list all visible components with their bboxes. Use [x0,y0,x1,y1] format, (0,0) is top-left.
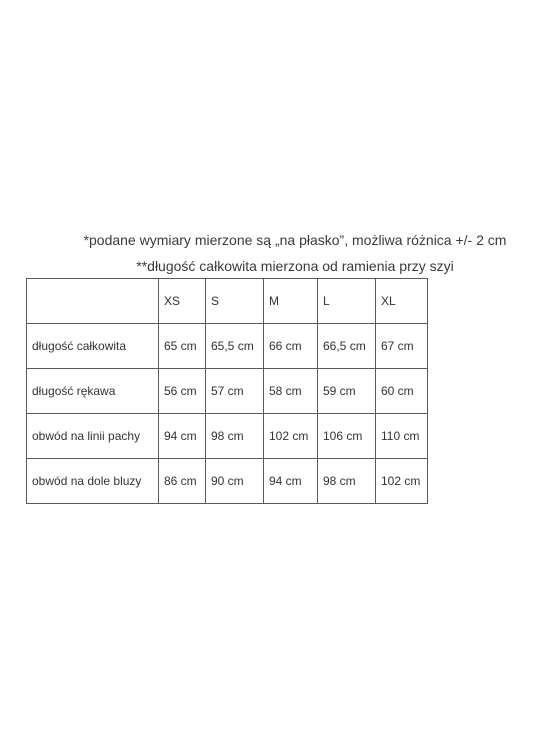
table-row [27,459,428,504]
row-label: długość całkowita [27,324,159,369]
table-cell: 102 cm [264,414,318,459]
corner-cell [27,279,159,324]
size-header-cell: L [318,279,376,324]
table-row [27,324,428,369]
measurement-note: *podane wymiary mierzone są „na płasko”, możliwa różnica +/- 2 cm [83,232,507,248]
table-cell: 66,5 cm [318,324,376,369]
table-cell: 66 cm [264,324,318,369]
table-cell: 65 cm [159,324,206,369]
table-cell: 60 cm [376,369,428,414]
table-cell: 90 cm [206,459,264,504]
table-cell: 98 cm [318,459,376,504]
size-chart-table [26,278,428,504]
table-row [27,369,428,414]
table-cell: 56 cm [159,369,206,414]
table-cell: 106 cm [318,414,376,459]
table-cell: 94 cm [159,414,206,459]
row-label: obwód na linii pachy [27,414,159,459]
size-header-cell: S [206,279,264,324]
table-cell: 57 cm [206,369,264,414]
table-cell: 59 cm [318,369,376,414]
table-cell: 102 cm [376,459,428,504]
table-cell: 58 cm [264,369,318,414]
row-label: długość rękawa [27,369,159,414]
table-cell: 67 cm [376,324,428,369]
size-header-cell: XS [159,279,206,324]
size-header-cell: XL [376,279,428,324]
row-label: obwód na dole bluzy [27,459,159,504]
size-header-cell: M [264,279,318,324]
size-header-row [27,279,428,324]
table-cell: 65,5 cm [206,324,264,369]
table-cell: 94 cm [264,459,318,504]
table-cell: 86 cm [159,459,206,504]
table-cell: 110 cm [376,414,428,459]
table-cell: 98 cm [206,414,264,459]
table-row [27,414,428,459]
length-note: **długość całkowita mierzona od ramienia przy szyi [136,258,454,274]
